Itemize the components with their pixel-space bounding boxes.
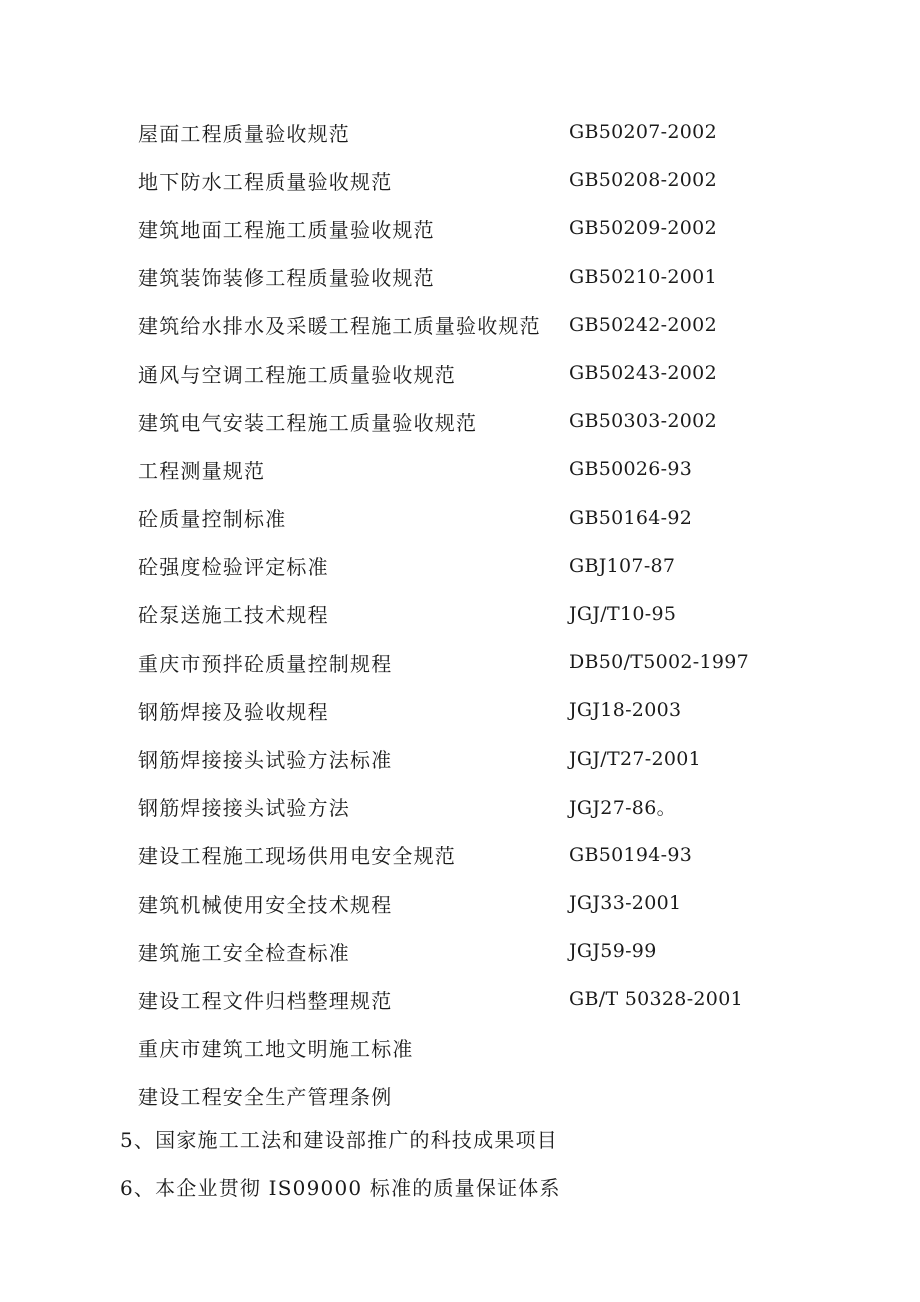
standard-code: DB50/T5002-1997 (569, 651, 750, 674)
standard-row (138, 253, 749, 301)
standard-name: 屋面工程质量验收规范 (138, 121, 350, 146)
standard-code: JGJ59-99 (569, 940, 657, 963)
standard-row (138, 108, 749, 156)
standard-name: 砼质量控制标准 (138, 507, 287, 532)
standard-row (138, 156, 749, 204)
standard-name: 建筑给水排水及采暖工程施工质量验收规范 (138, 314, 541, 339)
standard-code: GB50243-2002 (569, 362, 717, 385)
numbered-item: 5、国家施工工法和建设部推广的科技成果项目 (120, 1127, 558, 1152)
standard-code: GB50242-2002 (569, 313, 717, 336)
numbered-items (120, 1114, 561, 1210)
standard-row (138, 445, 749, 493)
standard-row (138, 927, 749, 975)
standard-code: GB50208-2002 (569, 169, 717, 192)
standard-row (138, 349, 749, 397)
standard-name: 建设工程施工现场供用电安全规范 (138, 844, 456, 869)
standard-code: JGJ27-86。 (569, 797, 676, 820)
standard-name: 地下防水工程质量验收规范 (138, 169, 393, 194)
standard-code: GBJ107-87 (569, 554, 676, 577)
standard-code: GB50210-2001 (569, 265, 717, 288)
standard-name: 重庆市预拌砼质量控制规程 (138, 651, 393, 676)
standard-code: JGJ/T10-95 (569, 602, 677, 625)
standard-row (138, 831, 749, 879)
standard-code: JGJ18-2003 (569, 699, 682, 722)
standard-row (138, 590, 749, 638)
standard-row (138, 734, 749, 782)
standard-name: 建设工程安全生产管理条例 (138, 1085, 393, 1110)
standard-name: 重庆市建筑工地文明施工标准 (138, 1037, 414, 1062)
standard-row (138, 301, 749, 349)
standard-code: GB/T 50328-2001 (569, 988, 743, 1011)
standard-name: 建筑地面工程施工质量验收规范 (138, 217, 435, 242)
standard-name: 钢筋焊接接头试验方法标准 (138, 748, 393, 773)
standard-row (138, 1024, 749, 1072)
standards-list (138, 108, 749, 1120)
standard-name: 工程测量规范 (138, 458, 266, 483)
standard-code: GB50209-2002 (569, 217, 717, 240)
standard-row (138, 1072, 749, 1120)
standard-name: 建设工程文件归档整理规范 (138, 988, 393, 1013)
standard-row (138, 686, 749, 734)
standard-name: 建筑施工安全检查标准 (138, 940, 350, 965)
standard-row (138, 975, 749, 1023)
standard-row (138, 638, 749, 686)
standard-code: GB50194-93 (569, 843, 693, 866)
standard-row (138, 783, 749, 831)
standard-name: 建筑装饰装修工程质量验收规范 (138, 266, 435, 291)
standard-code: JGJ33-2001 (569, 892, 682, 915)
standard-code: GB50207-2002 (569, 121, 717, 144)
standard-row (138, 204, 749, 252)
standard-code: JGJ/T27-2001 (569, 747, 702, 770)
standard-row (138, 542, 749, 590)
numbered-item: 6、本企业贯彻 IS09000 标准的质量保证体系 (120, 1175, 561, 1200)
standard-row (138, 494, 749, 542)
standard-name: 砼泵送施工技术规程 (138, 603, 329, 628)
standard-name: 通风与空调工程施工质量验收规范 (138, 362, 456, 387)
standard-name: 钢筋焊接及验收规程 (138, 699, 329, 724)
standard-code: GB50164-92 (569, 506, 693, 529)
standard-code: GB50026-93 (569, 458, 693, 481)
standard-code: GB50303-2002 (569, 410, 717, 433)
standard-name: 砼强度检验评定标准 (138, 555, 329, 580)
standard-name: 钢筋焊接接头试验方法 (138, 796, 350, 821)
standard-row (138, 879, 749, 927)
standard-name: 建筑机械使用安全技术规程 (138, 892, 393, 917)
standard-name: 建筑电气安装工程施工质量验收规范 (138, 410, 478, 435)
standard-row (138, 397, 749, 445)
